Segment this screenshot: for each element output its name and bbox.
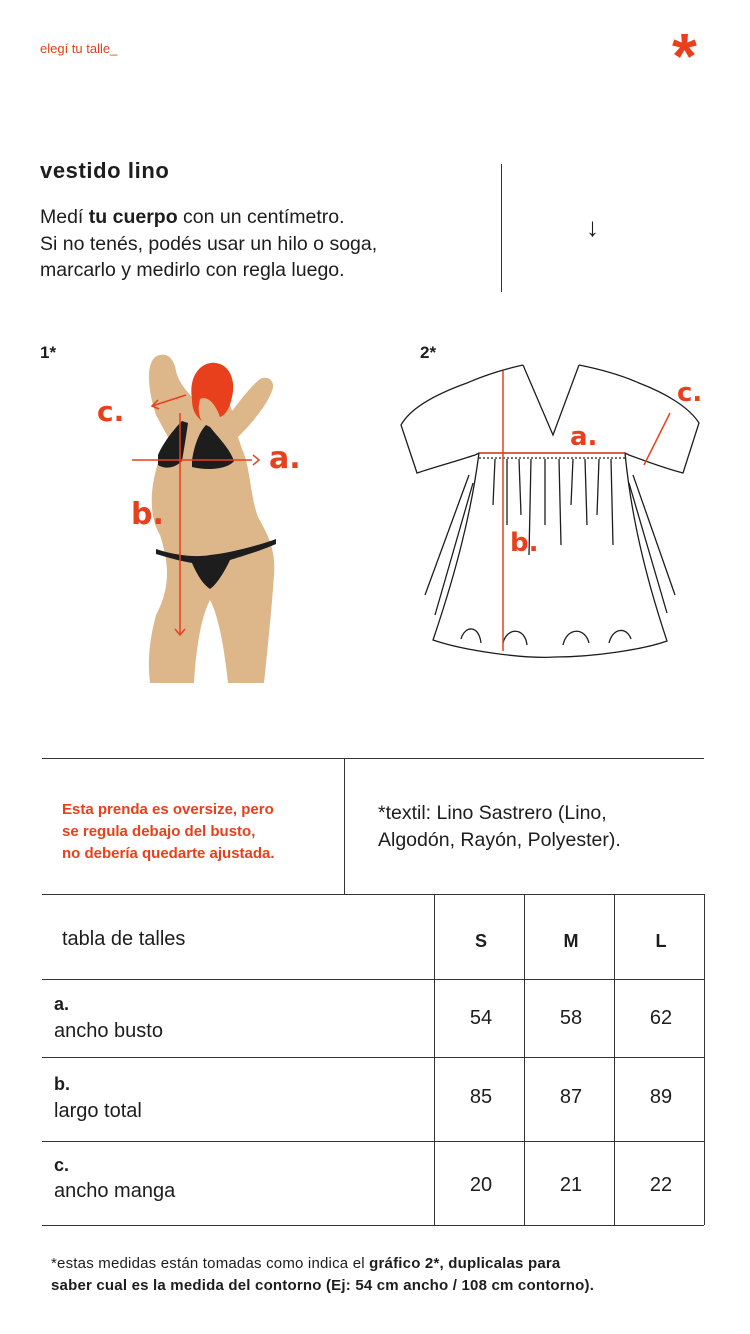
table-column-border <box>434 894 435 1225</box>
size-header-m[interactable]: M <box>563 931 579 951</box>
row-name-largo-total: largo total <box>54 1100 142 1122</box>
table-cell: 21 <box>559 1174 583 1196</box>
notes-vertical-divider <box>344 758 345 894</box>
marker-a: a. <box>570 422 598 452</box>
marker-a: a. <box>269 441 301 476</box>
arrow-down-icon[interactable]: ↓ <box>586 212 599 242</box>
size-header-l[interactable]: L <box>655 931 667 951</box>
page-title: vestido lino <box>40 158 170 183</box>
table-row-border <box>42 1141 704 1142</box>
notes-top-divider <box>42 758 704 759</box>
body-figure <box>90 345 330 690</box>
row-letter-a: a. <box>54 994 70 1014</box>
figure1-label: 1* <box>40 343 57 362</box>
marker-b: b. <box>131 497 164 532</box>
table-cell: 87 <box>559 1086 583 1108</box>
arrow-a-head <box>253 455 259 465</box>
measure-line-c <box>644 413 670 465</box>
table-header-border <box>42 979 704 980</box>
row-letter-b: b. <box>54 1074 70 1094</box>
table-title: tabla de talles <box>62 928 186 950</box>
instructions <box>40 204 480 284</box>
instructions-line1-post: con un centímetro. <box>177 206 345 228</box>
row-letter-c: c. <box>54 1155 70 1175</box>
instructions-line1-pre: Medí <box>40 206 89 228</box>
instructions-line1-bold: tu cuerpo <box>88 206 178 228</box>
oversize-note-line: se regula debajo del busto, <box>62 823 256 840</box>
footnote-pre: *estas medidas están tomadas como indica el <box>51 1255 370 1272</box>
oversize-note-line: Esta prenda es oversize, pero <box>62 801 274 818</box>
breadcrumb[interactable]: elegí tu talle_ <box>40 41 118 56</box>
instructions-line2: Si no tenés, podés usar un hilo o soga, <box>40 232 378 255</box>
oversize-note-line: no debería quedarte ajustada. <box>62 845 275 862</box>
table-cell: 20 <box>469 1174 493 1196</box>
header-divider <box>501 164 502 292</box>
table-cell: 54 <box>469 1007 493 1029</box>
fabric-note-line2: Algodón, Rayón, Polyester). <box>378 829 621 851</box>
asterisk-icon[interactable]: * <box>672 20 697 92</box>
table-top-border <box>42 894 704 895</box>
table-cell: 89 <box>649 1086 673 1108</box>
figure2-label: 2* <box>420 343 437 362</box>
dress-figure <box>395 355 715 675</box>
table-cell: 62 <box>649 1007 673 1029</box>
oversize-note <box>62 799 334 865</box>
row-name-ancho-manga: ancho manga <box>54 1180 176 1202</box>
marker-c: c. <box>97 395 125 428</box>
dress-outline <box>401 365 699 657</box>
instructions-line3: marcarlo y medirlo con regla luego. <box>40 259 345 281</box>
size-header-s[interactable]: S <box>474 931 487 951</box>
footnote-bold2: saber cual es la medida del contorno (Ej: 54 cm ancho / 108 cm contorno). <box>51 1277 595 1294</box>
body-silhouette <box>149 355 274 683</box>
table-cell: 22 <box>649 1174 673 1196</box>
table-row-border <box>42 1057 704 1058</box>
fabric-note-line1: *textil: Lino Sastrero (Lino, <box>378 802 607 824</box>
fabric-note <box>378 800 698 854</box>
marker-b: b. <box>510 528 539 558</box>
dress-hem <box>461 629 631 645</box>
marker-c: c. <box>677 378 703 408</box>
table-cell: 85 <box>469 1086 493 1108</box>
footnote-bold1: gráfico 2*, duplicalas para <box>369 1255 561 1272</box>
table-bottom-border <box>42 1225 704 1226</box>
table-cell: 58 <box>559 1007 583 1029</box>
footnote <box>51 1253 711 1297</box>
row-name-ancho-busto: ancho busto <box>54 1020 163 1042</box>
